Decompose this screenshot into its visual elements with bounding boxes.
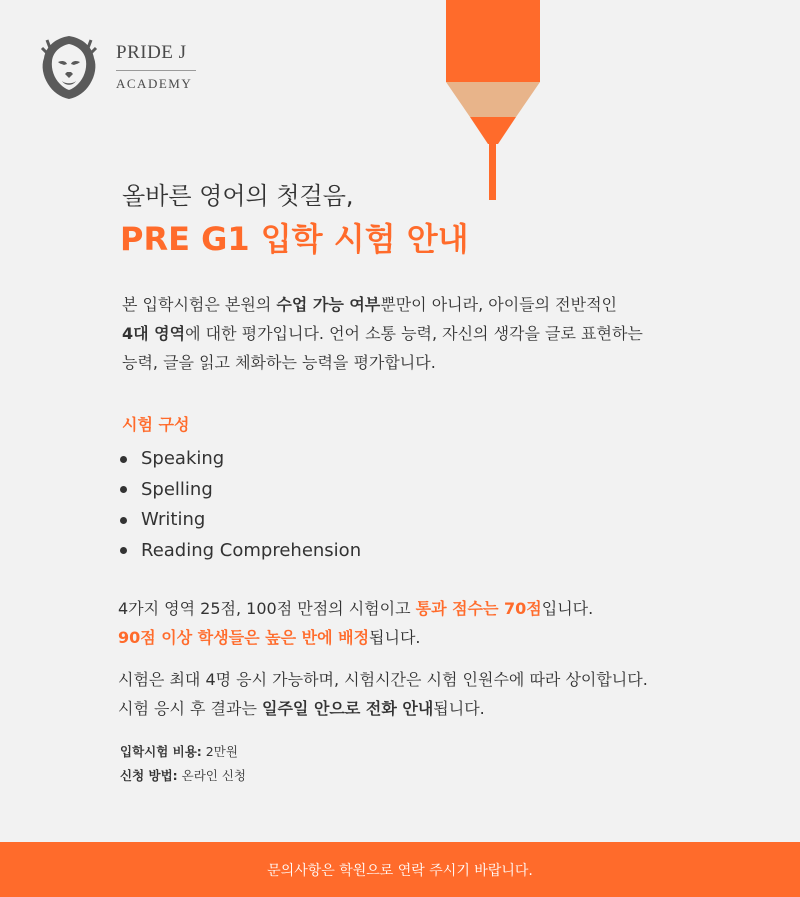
bullet-dot-icon — [120, 517, 127, 524]
list-item-label: Reading Comprehension — [141, 539, 362, 561]
pencil-illustration — [432, 0, 554, 200]
intro-text: 능력, 글을 읽고 체화하는 능력을 평가합니다. — [122, 353, 436, 372]
list-item — [120, 505, 361, 536]
intro-paragraph — [122, 290, 742, 377]
bullet-dot-icon — [120, 547, 127, 554]
score-text: 4가지 영역 25점, 100점 만점의 시험이고 — [118, 599, 416, 618]
intro-emphasis: 수업 가능 여부 — [276, 295, 381, 314]
list-item — [120, 536, 361, 567]
high-score-highlight: 90점 이상 학생들은 높은 반에 배정 — [118, 628, 370, 647]
logo-name: PRIDE J — [116, 42, 187, 63]
lion-head-icon — [38, 34, 100, 100]
list-item — [120, 444, 361, 475]
logo-subtitle: ACADEMY — [116, 76, 193, 91]
bullet-dot-icon — [120, 486, 127, 493]
exam-emphasis: 일주일 안으로 전화 안내 — [262, 699, 434, 718]
list-item-label: Speaking — [141, 448, 225, 470]
score-paragraph — [118, 594, 593, 652]
intro-text: 에 대한 평가입니다. 언어 소통 능력, 자신의 생각을 글로 표현하는 — [185, 324, 643, 343]
list-item-label: Writing — [141, 509, 206, 531]
exam-text: 시험은 최대 4명 응시 가능하며, 시험시간은 시험 인원수에 따라 상이합니다. — [118, 670, 648, 689]
intro-text: 뿐만이 아니라, 아이들의 전반적인 — [380, 295, 617, 314]
bullet-dot-icon — [120, 456, 127, 463]
exam-text: 시험 응시 후 결과는 — [118, 699, 262, 718]
method-value: 온라인 신청 — [177, 768, 246, 783]
intro-text: 본 입학시험은 본원의 — [122, 295, 277, 314]
page-subtitle: 올바른 영어의 첫걸음, — [122, 182, 354, 210]
section-label-structure: 시험 구성 — [122, 415, 190, 434]
list-item-label: Spelling — [141, 478, 213, 500]
fee-value: 2만원 — [201, 744, 238, 759]
list-item — [120, 475, 361, 506]
page-title: PRE G1 입학 시험 안내 — [120, 220, 469, 258]
score-text: 됩니다. — [369, 628, 421, 647]
method-label: 신청 방법: — [120, 768, 178, 783]
logo-divider — [116, 70, 196, 71]
score-text: 입니다. — [541, 599, 594, 618]
fee-label: 입학시험 비용: — [120, 744, 202, 759]
intro-emphasis: 4대 영역 — [122, 324, 186, 343]
exam-text: 됩니다. — [433, 699, 485, 718]
exam-paragraph — [118, 665, 648, 723]
structure-list — [120, 444, 361, 566]
footer-text: 문의사항은 학원으로 연락 주시기 바랍니다. — [267, 862, 533, 879]
footer-banner — [0, 842, 800, 897]
pass-score-highlight: 통과 점수는 70점 — [415, 599, 542, 618]
academy-logo — [38, 34, 196, 100]
fee-info — [120, 740, 246, 788]
